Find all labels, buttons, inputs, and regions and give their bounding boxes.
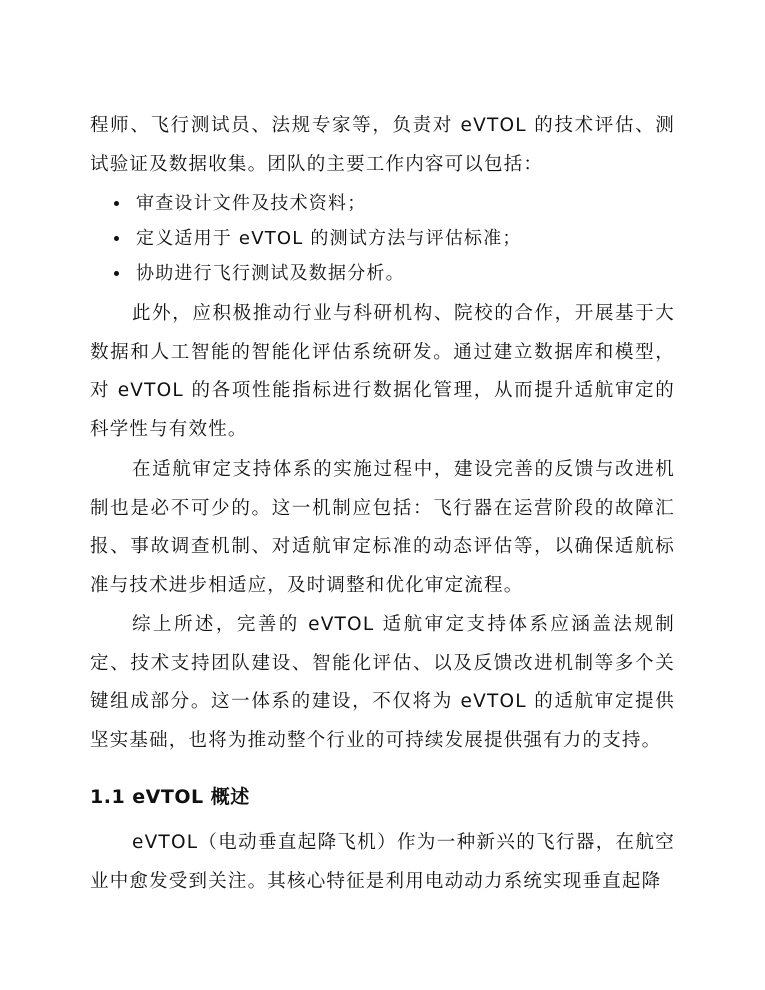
bullet-icon: [114, 236, 119, 241]
bullet-icon: [114, 201, 119, 206]
list-item-text: 审查设计文件及技术资料；: [136, 193, 367, 214]
section-heading: 1.1 eVTOL 概述: [90, 786, 250, 808]
list-item-text: 协助进行飞行测试及数据分析。: [136, 263, 405, 284]
paragraph-summary: 综上所述，完善的 eVTOL 适航审定支持体系应涵盖法规制定、技术支持团队建设、智能化评估、以及反馈改进机制等多个关键组成部分。这一体系的建设，不仅将为 eVTOL 的适航审定提供坚实基础，也将为推动整个行业的可持续发展提供强有力的支持。: [90, 614, 675, 751]
paragraph-feedback-mechanism: 在适航审定支持体系的实施过程中，建设完善的反馈与改进机制也是必不可少的。这一机制应包括：飞行器在运营阶段的故障汇报、事故调查机制、对适航审定标准的动态评估等，以确保适航标准与技术进步相适应，及时调整和优化审定流程。: [90, 459, 675, 596]
paragraph-cooperation: 此外，应积极推动行业与科研机构、院校的合作，开展基于大数据和人工智能的智能化评估系统研发。通过建立数据库和模型，对 eVTOL 的各项性能指标进行数据化管理，从而提升适航审定的科学性与有效性。: [90, 303, 675, 440]
bullet-icon: [114, 271, 119, 276]
list-item-text: 定义适用于 eVTOL 的测试方法与评估标准；: [136, 228, 522, 249]
paragraph-team-duties: 程师、飞行测试员、法规专家等，负责对 eVTOL 的技术评估、测试验证及数据收集。团队的主要工作内容可以包括：: [90, 115, 675, 175]
paragraph-evtol-overview: eVTOL（电动垂直起降飞机）作为一种新兴的飞行器，在航空业中愈发受到关注。其核心特征是利用电动动力系统实现垂直起降: [90, 832, 675, 892]
list-item: [90, 221, 675, 256]
list-item: [90, 186, 675, 221]
list-item: [90, 256, 675, 291]
bullet-list-duties: [90, 186, 675, 291]
